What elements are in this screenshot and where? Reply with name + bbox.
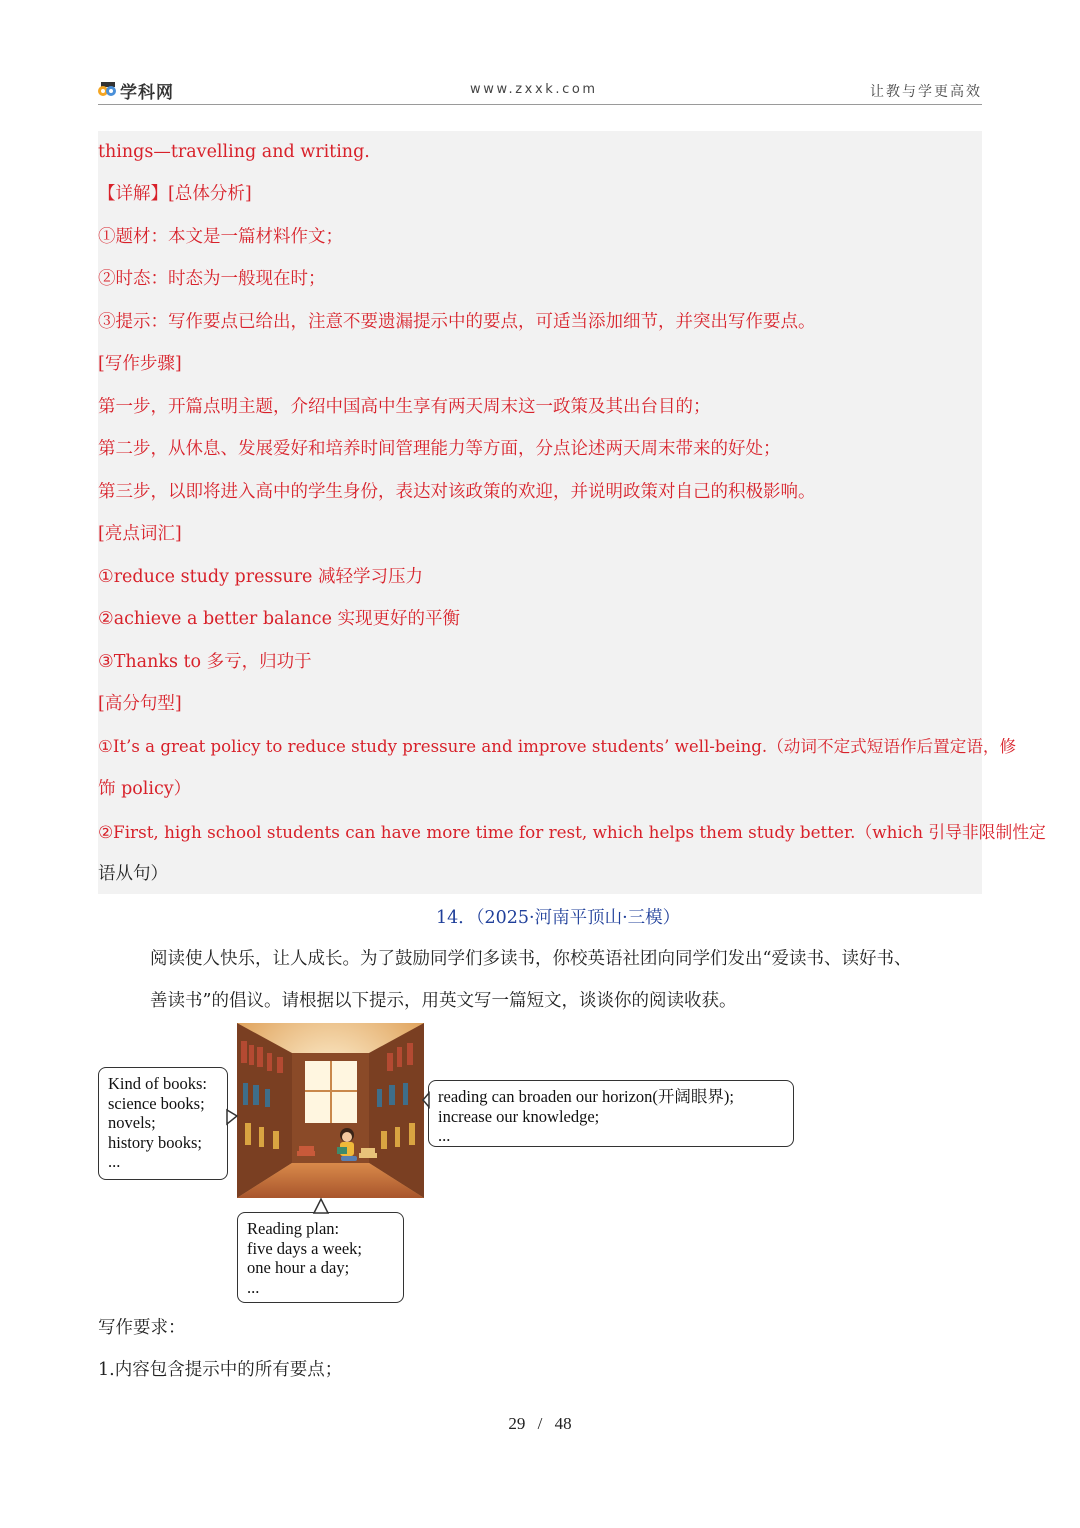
callout-text: one hour a day; [247, 1258, 350, 1277]
answer-line: ①题材：本文是一篇材料作文； [98, 227, 343, 247]
question-paragraph: 善读书”的倡议。请根据以下提示，用英文写一篇短文，谈谈你的阅读收获。 [150, 991, 737, 1011]
answer-line: 【详解】[总体分析] [98, 184, 252, 204]
header-slogan: 让教与学更高效 [870, 84, 982, 100]
answer-line: 语从句） [98, 864, 168, 884]
page-number [0, 1414, 1080, 1434]
callout-text: Reading plan: [247, 1219, 340, 1238]
page-separator: / [537, 1414, 543, 1433]
answer-line: ②First, high school students can have more time for rest, which helps them study better.（which 引导非限制性定 [98, 822, 1046, 842]
total-pages: 48 [554, 1414, 572, 1433]
answer-line: 第一步，开篇点明主题，介绍中国高中生享有两天周末这一政策及其出台目的； [98, 397, 711, 417]
callout-text: reading can broaden our horizon(开阔眼界); [438, 1087, 734, 1106]
callout-text: ... [108, 1152, 121, 1171]
callout-text: increase our knowledge; [438, 1106, 600, 1126]
answer-line: ③Thanks to 多亏，归功于 [98, 652, 312, 672]
logo-text: 学科网 [120, 83, 174, 103]
callout-text: novels; [108, 1113, 156, 1132]
requirements-title: 写作要求： [98, 1318, 186, 1338]
answer-line: 第二步，从休息、发展爱好和培养时间管理能力等方面，分点论述两天周末带来的好处； [98, 439, 781, 459]
answer-line: ③提示：写作要点已给出，注意不要遗漏提示中的要点，可适当添加细节，并突出写作要点。 [98, 312, 816, 332]
answer-line: ②时态：时态为一般现在时； [98, 269, 326, 289]
callout-text: five days a week; [247, 1238, 362, 1258]
answer-line: ②achieve a better balance 实现更好的平衡 [98, 609, 461, 629]
pointer-left [227, 1110, 237, 1124]
pointer-bottom [314, 1199, 328, 1213]
question-paragraph: 阅读使人快乐，让人成长。为了鼓励同学们多读书，你校英语社团向同学们发出“爱读书、读好书、 [150, 949, 912, 969]
answer-line: things—travelling and writing. [98, 142, 370, 162]
answer-line: 饰 policy） [98, 779, 192, 799]
requirement-item: 1.内容包含提示中的所有要点； [98, 1360, 343, 1380]
answer-line: [亮点词汇] [98, 524, 182, 544]
question-title: 14．（2025·河南平顶山·三模） [436, 908, 681, 928]
answer-line: ①It’s a great policy to reduce study pressure and improve students’ well-being.（动词不定式短语作后置定语，修 [98, 737, 1017, 756]
callout-text: ... [247, 1277, 260, 1297]
pointer-right [423, 1093, 429, 1107]
answer-line: ①reduce study pressure 减轻学习压力 [98, 567, 423, 587]
callout-text: ... [438, 1126, 451, 1145]
callout-text: history books; [108, 1132, 202, 1152]
site-url: www.zxxk.com [470, 82, 598, 97]
callout-text: Kind of books: [108, 1074, 207, 1093]
answer-line: [高分句型] [98, 694, 182, 714]
answer-line: [写作步骤] [98, 354, 182, 374]
callout-text: science books; [108, 1093, 205, 1113]
current-page: 29 [508, 1414, 526, 1433]
answer-line: 第三步，以即将进入高中的学生身份，表达对该政策的欢迎，并说明政策对自己的积极影响。 [98, 482, 816, 502]
